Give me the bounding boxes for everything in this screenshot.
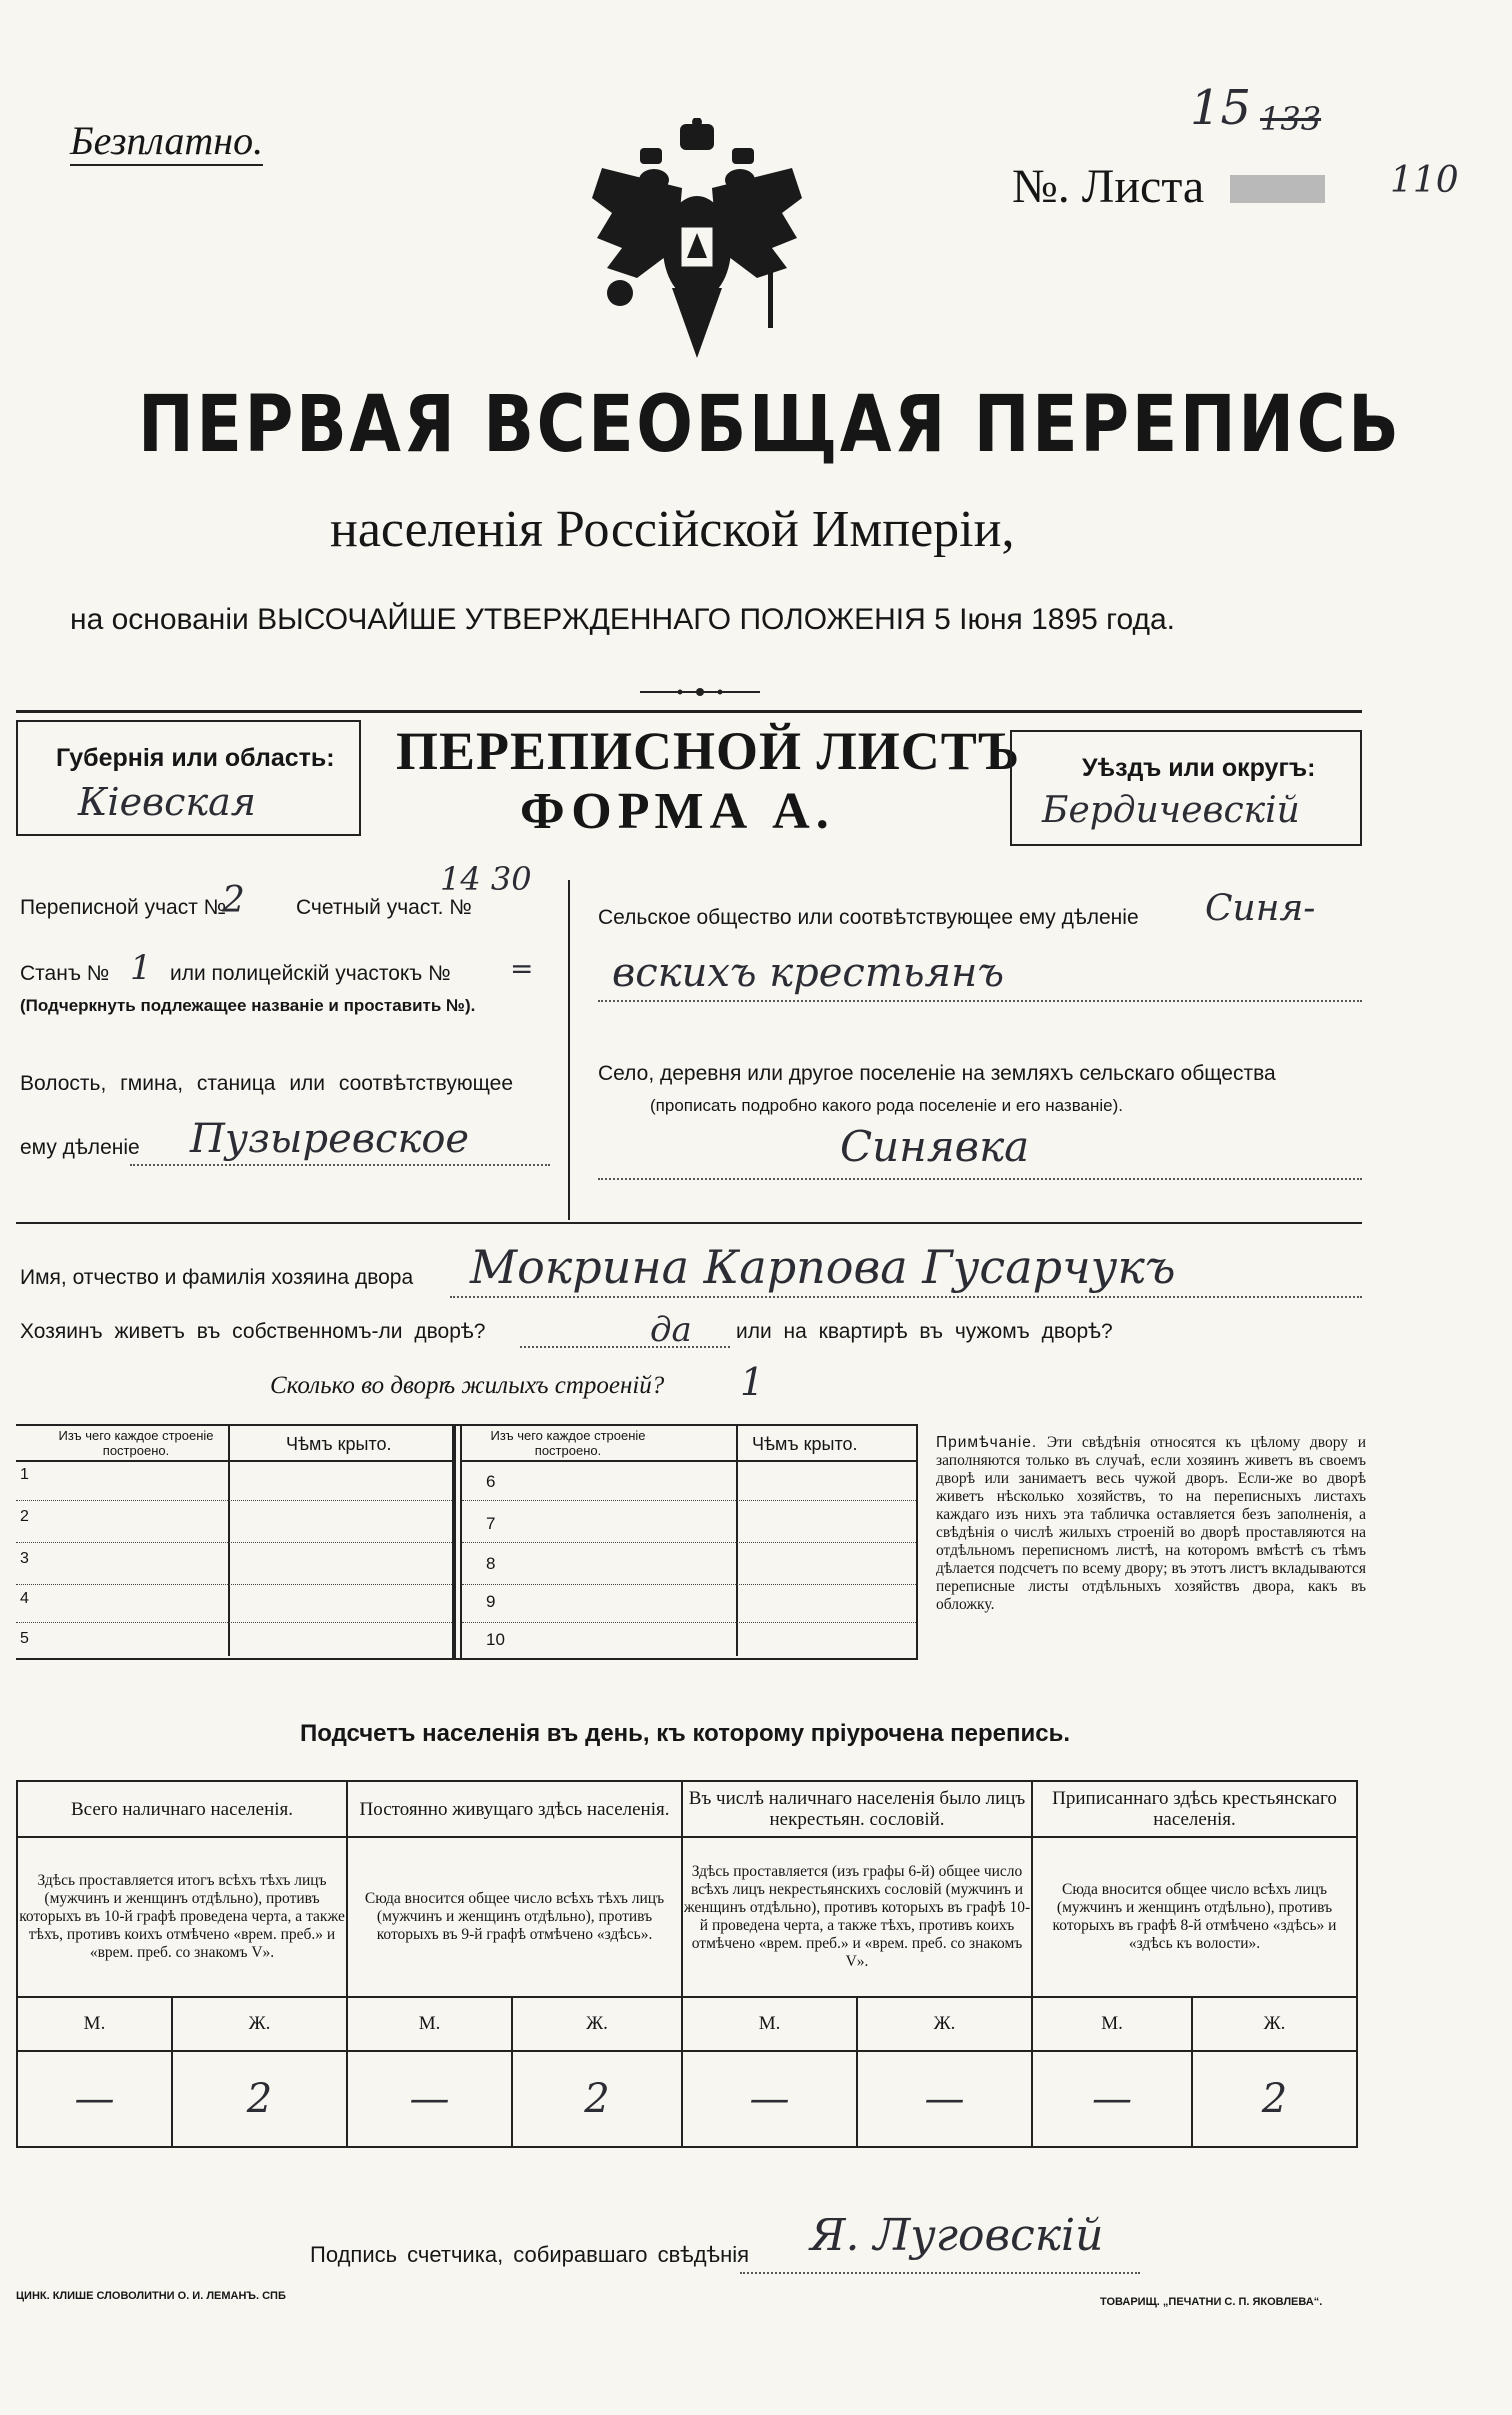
volost-label: Волость, гмина, станица или соотвѣтствующее — [20, 1072, 513, 1095]
pop-col-4-m-label: М. — [1032, 1997, 1192, 2051]
note-text: Эти свѣдѣнія относятся къ цѣлому двору и заполняются только въ случаѣ, если хозяинъ живетъ въ своемъ дворѣ или занимаетъ весь чужой дворъ. Если-же во дворѣ живетъ нѣсколько хозяйствъ, то на переписныхъ листахъ каждаго изъ нихъ эта табличка оставляется безъ заполненія, а свѣдѣнія о числѣ жилыхъ строеній во дворѣ проставляются на отдѣльномъ переписномъ листѣ, на которомъ вмѣстѣ съ тѣмъ дѣлается подсчетъ по всему двору; въ этотъ листъ вкладываются переписные листы отдѣльныхъ хозяйствъ двора, какъ въ обложку. — [936, 1434, 1367, 1613]
buildings-roof-header-2: Чѣмъ крыто. — [752, 1434, 858, 1454]
pop-col-2-header: Постоянно живущаго здѣсь населенія. — [347, 1781, 682, 1837]
census-plot-value: 2 — [222, 880, 245, 921]
building-row-7: 7 — [486, 1514, 496, 1533]
stan-label: Станъ № — [20, 962, 110, 985]
pop-col-1-desc: Здѣсь проставляется итогъ всѣхъ тѣхъ лицъ (мужчинъ и женщинъ отдѣльно), противъ которыхъ въ 10-й графѣ проведена черта, а также тѣхъ, противъ коихъ отмѣчено «врем. преб.» и «врем. преб. со знакомъ V». — [17, 1837, 347, 1997]
pop-col-1-m-value: — — [17, 2051, 172, 2147]
province-value: Кіевская — [78, 780, 256, 824]
imperial-eagle-emblem — [582, 118, 812, 368]
pop-col-3-m-label: М. — [682, 1997, 857, 2051]
police-value: = — [510, 952, 534, 985]
form-type: ФОРМА А. — [520, 783, 835, 840]
own-yard-label: Хозяинъ живетъ въ собственномъ-ли дворѣ? — [20, 1320, 486, 1343]
pop-col-3-m-value: — — [682, 2051, 857, 2147]
ornament-divider — [640, 684, 760, 694]
pop-col-2-desc: Сюда вносится общее число всѣхъ тѣхъ лицъ (мужчинъ и женщинъ отдѣльно), противъ которыхъ въ 9-й графѣ отмѣчено «здѣсь». — [347, 1837, 682, 1997]
buildings-label: Сколько во дворѣ жилыхъ строеній? — [270, 1372, 665, 1399]
village-underline — [598, 1178, 1362, 1180]
counting-plot-value: 14 30 — [440, 860, 532, 898]
census-main-title: ПЕРВАЯ ВСЕОБЩАЯ ПЕРЕПИСЬ — [138, 380, 1402, 470]
form-title: ПЕРЕПИСНОЙ ЛИСТЪ — [396, 721, 1021, 781]
owner-name-value: Мокрина Карпова Гусарчукъ — [470, 1240, 1176, 1294]
signature-label: Подпись счетчика, собиравшаго свѣдѣнія — [310, 2242, 750, 2267]
pop-col-4-desc: Сюда вносится общее число всѣхъ лицъ (мужчинъ и женщинъ отдѣльно), противъ которыхъ въ графѣ 8-й отмѣчено «здѣсь» и «здѣсь къ волости». — [1032, 1837, 1357, 1997]
margin-sheet-number: 110 — [1390, 160, 1459, 201]
volost-label-continued: ему дѣленіе — [20, 1136, 140, 1159]
buildings-material-header: Изъ чего каждое строеніе построено. — [58, 1428, 214, 1458]
village-value: Синявка — [840, 1122, 1030, 1171]
district-box — [1010, 730, 1362, 846]
building-row-8: 8 — [486, 1554, 496, 1573]
pop-col-1-header: Всего наличнаго населенія. — [17, 1781, 347, 1837]
pop-col-1-m-label: М. — [17, 1997, 172, 2051]
society-underline — [598, 1000, 1362, 1002]
stan-note: (Подчеркнуть подлежащее названіе и проставить №). — [20, 996, 476, 1015]
population-table — [16, 1780, 1356, 2148]
census-plot-label: Переписной участ № — [20, 896, 227, 919]
signature-underline — [740, 2272, 1140, 2274]
census-subtitle: населенія Россійской Имперіи, — [330, 501, 1015, 558]
pop-col-3-f-label: Ж. — [857, 1997, 1032, 2051]
stan-value: 1 — [130, 948, 152, 988]
village-note: (прописать подробно какого рода поселеніе и его названіе). — [650, 1096, 1124, 1115]
society-value-2: вскихъ крестьянъ — [612, 950, 1005, 996]
pop-col-2-m-value: — — [347, 2051, 512, 2147]
owner-name-label: Имя, отчество и фамилія хозяина двора — [20, 1266, 414, 1289]
province-box — [16, 720, 361, 836]
building-row-9: 9 — [486, 1592, 496, 1611]
buildings-value: 1 — [740, 1360, 765, 1404]
pop-col-3-header: Въ числѣ наличнаго населенія было лицъ некрестьян. сословій. — [682, 1781, 1032, 1837]
rent-label: или на квартирѣ въ чужомъ дворѣ? — [736, 1320, 1113, 1343]
buildings-note — [936, 1434, 1366, 1614]
footer-right-imprint: ТОВАРИЩ. „ПЕЧАТНИ С. П. ЯКОВЛЕВА“. — [1100, 2296, 1323, 2308]
population-title: Подсчетъ населенія въ день, къ которому пріурочена перепись. — [300, 1720, 1070, 1747]
pop-col-3-f-value: — — [857, 2051, 1032, 2147]
police-label: или полицейскій участокъ № — [170, 962, 451, 985]
fields-vertical-divider — [568, 880, 570, 1220]
pop-col-4-m-value: — — [1032, 2051, 1192, 2147]
pop-col-2-m-label: М. — [347, 1997, 512, 2051]
buildings-table-right — [462, 1426, 916, 1656]
owner-top-rule — [16, 1222, 1362, 1224]
struck-sheet-number: 133 — [1260, 100, 1322, 138]
counting-plot-label: Счетный участ. № — [296, 896, 472, 919]
own-yard-underline — [520, 1346, 730, 1348]
buildings-roof-header: Чѣмъ крыто. — [286, 1434, 392, 1454]
pop-col-4-f-value: 2 — [1192, 2051, 1357, 2147]
district-value: Бердичевскій — [1042, 790, 1300, 831]
society-value-1: Синя- — [1205, 888, 1316, 929]
building-row-2: 2 — [20, 1508, 29, 1525]
district-label: Уѣздъ или округъ: — [1082, 754, 1316, 782]
footer-left-imprint: ЦИНК. КЛИШЕ СЛОВОЛИТНИ О. И. ЛЕМАНЪ. СПБ — [16, 2290, 286, 2302]
building-row-6: 6 — [486, 1472, 496, 1491]
own-yard-value: да — [650, 1310, 692, 1350]
pop-col-2-f-label: Ж. — [512, 1997, 682, 2051]
volost-value: Пузыревское — [190, 1116, 470, 1162]
building-row-4: 4 — [20, 1590, 29, 1607]
building-row-1: 1 — [20, 1466, 29, 1483]
sheet-number-stamp — [1230, 175, 1325, 203]
village-label: Село, деревня или другое поселеніе на земляхъ сельскаго общества — [598, 1062, 1276, 1085]
pop-col-4-header: Приписаннаго здѣсь крестьянскаго населенія. — [1032, 1781, 1357, 1837]
buildings-table-left — [16, 1426, 456, 1656]
owner-name-underline — [450, 1296, 1362, 1298]
census-basis-line: на основаніи ВЫСОЧАЙШЕ УТВЕРЖДЕННАГО ПОЛОЖЕНІЯ 5 Іюня 1895 года. — [70, 603, 1176, 636]
pop-col-4-f-label: Ж. — [1192, 1997, 1357, 2051]
pop-col-1-f-label: Ж. — [172, 1997, 347, 2051]
form-header-top-rule — [16, 710, 1362, 713]
buildings-table-separator — [452, 1424, 456, 1660]
society-label: Сельское общество или соотвѣтствующее ему дѣленіе — [598, 906, 1139, 929]
building-row-5: 5 — [20, 1630, 29, 1647]
building-row-3: 3 — [20, 1550, 29, 1567]
free-label: Безплатно. — [70, 118, 263, 166]
pop-col-2-f-value: 2 — [512, 2051, 682, 2147]
signature-value: Я. Луговскій — [810, 2210, 1104, 2261]
volost-underline — [130, 1164, 550, 1166]
pop-col-3-desc: Здѣсь проставляется (изъ графы 6-й) общее число всѣхъ лицъ некрестьянскихъ сословій (мужчинъ и женщинъ отдѣльно), противъ которыхъ въ графѣ 10-й проведена черта, а также тѣхъ, противъ коихъ отмѣчено «врем. преб.» и «врем. преб. со знакомъ V». — [682, 1837, 1032, 1997]
pop-col-1-f-value: 2 — [172, 2051, 347, 2147]
province-label: Губернія или область: — [56, 744, 335, 772]
handwritten-sheet-numbers: 15 — [1190, 80, 1252, 136]
sheet-number-label: №. Листа — [1012, 160, 1205, 213]
note-title: Примѣчаніе. — [936, 1434, 1038, 1451]
building-row-10: 10 — [486, 1630, 505, 1649]
buildings-material-header-2: Изъ чего каждое строеніе построено. — [490, 1428, 646, 1458]
